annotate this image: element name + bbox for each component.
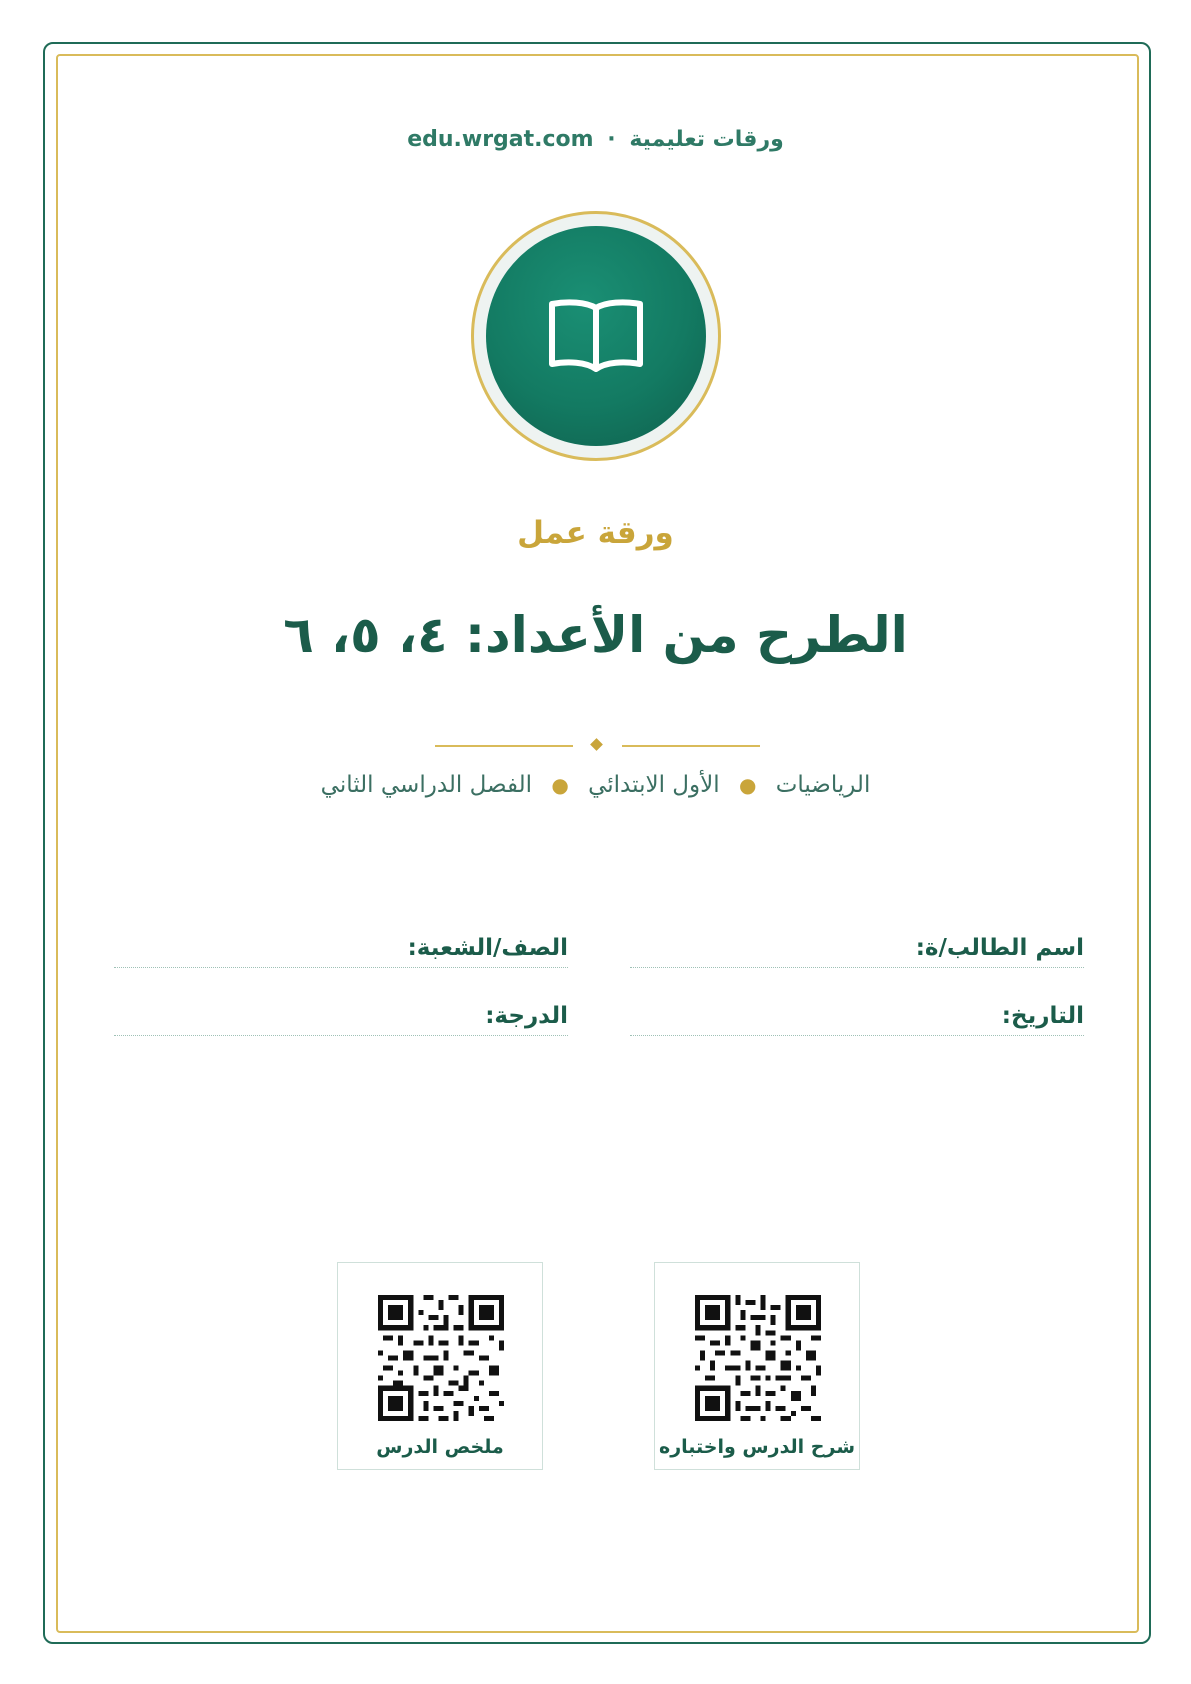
divider-right	[622, 745, 760, 747]
date-label: التاريخ:	[1001, 1003, 1084, 1029]
worksheet-kicker: ورقة عمل	[517, 515, 674, 551]
meta-dot: ●	[551, 773, 569, 797]
header-separator: ·	[607, 127, 616, 152]
student-name-label: اسم الطالب/ة:	[915, 935, 1084, 961]
score-field[interactable]	[114, 1003, 568, 1036]
meta-subject: الرياضيات	[775, 772, 871, 798]
worksheet-meta	[0, 772, 1191, 798]
meta-term: الفصل الدراسي الثاني	[320, 772, 533, 798]
score-label: الدرجة:	[485, 1003, 568, 1029]
class-section-field[interactable]	[114, 935, 568, 968]
site-label: ورقات تعليمية	[629, 127, 784, 152]
class-section-label: الصف/الشعبة:	[407, 935, 568, 961]
emblem-ring	[471, 211, 721, 461]
qr-card-summary[interactable]	[337, 1262, 543, 1470]
qr-code-icon	[695, 1295, 821, 1421]
student-name-field[interactable]	[630, 935, 1084, 968]
qr-label-explanation: شرح الدرس واختباره	[658, 1436, 856, 1458]
page-title: الطرح من الأعداد: ٤، ٥، ٦	[283, 606, 908, 664]
meta-grade: الأول الابتدائي	[588, 772, 720, 798]
qr-card-explanation[interactable]	[654, 1262, 860, 1470]
emblem-badge	[486, 226, 706, 446]
divider-left	[435, 745, 573, 747]
site-url: edu.wrgat.com	[407, 127, 594, 152]
qr-code-icon	[378, 1295, 504, 1421]
open-book-icon	[546, 296, 646, 376]
meta-dot: ●	[738, 773, 757, 797]
site-header	[0, 127, 1191, 152]
date-field[interactable]	[630, 1003, 1084, 1036]
qr-label-summary: ملخص الدرس	[376, 1436, 504, 1458]
